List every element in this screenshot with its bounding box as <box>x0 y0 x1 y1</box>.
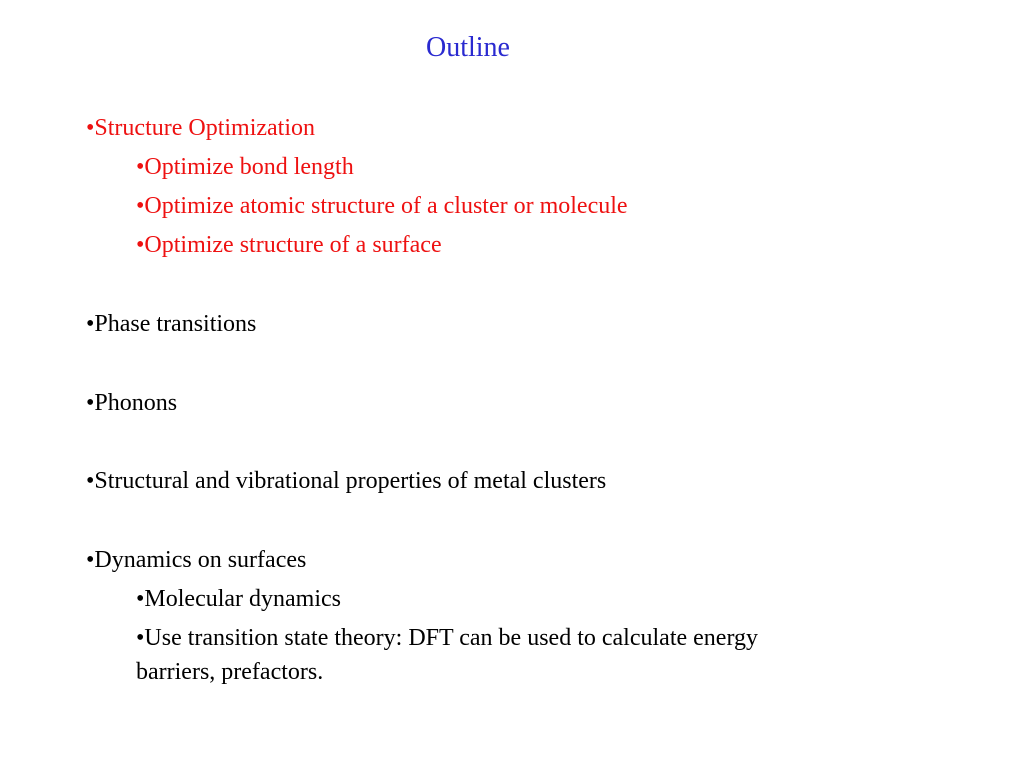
bullet-structure-optimization: •Structure Optimization <box>86 115 316 141</box>
bullet-phase-transitions: •Phase transitions <box>86 311 257 337</box>
bullet-transition-state-theory-continued: barriers, prefactors. <box>136 659 324 685</box>
bullet-molecular-dynamics: •Molecular dynamics <box>136 586 342 612</box>
bullet-phonons: •Phonons <box>86 390 178 416</box>
bullet-metal-clusters: •Structural and vibrational properties of metal clusters <box>86 468 607 494</box>
bullet-transition-state-theory: •Use transition state theory: DFT can be used to calculate energy <box>136 625 758 651</box>
slide-title: Outline <box>426 32 510 63</box>
bullet-dynamics-on-surfaces: •Dynamics on surfaces <box>86 547 307 573</box>
bullet-optimize-bond-length: •Optimize bond length <box>136 154 354 180</box>
bullet-optimize-atomic-structure: •Optimize atomic structure of a cluster or molecule <box>136 193 628 219</box>
bullet-optimize-surface-structure: •Optimize structure of a surface <box>136 232 442 258</box>
